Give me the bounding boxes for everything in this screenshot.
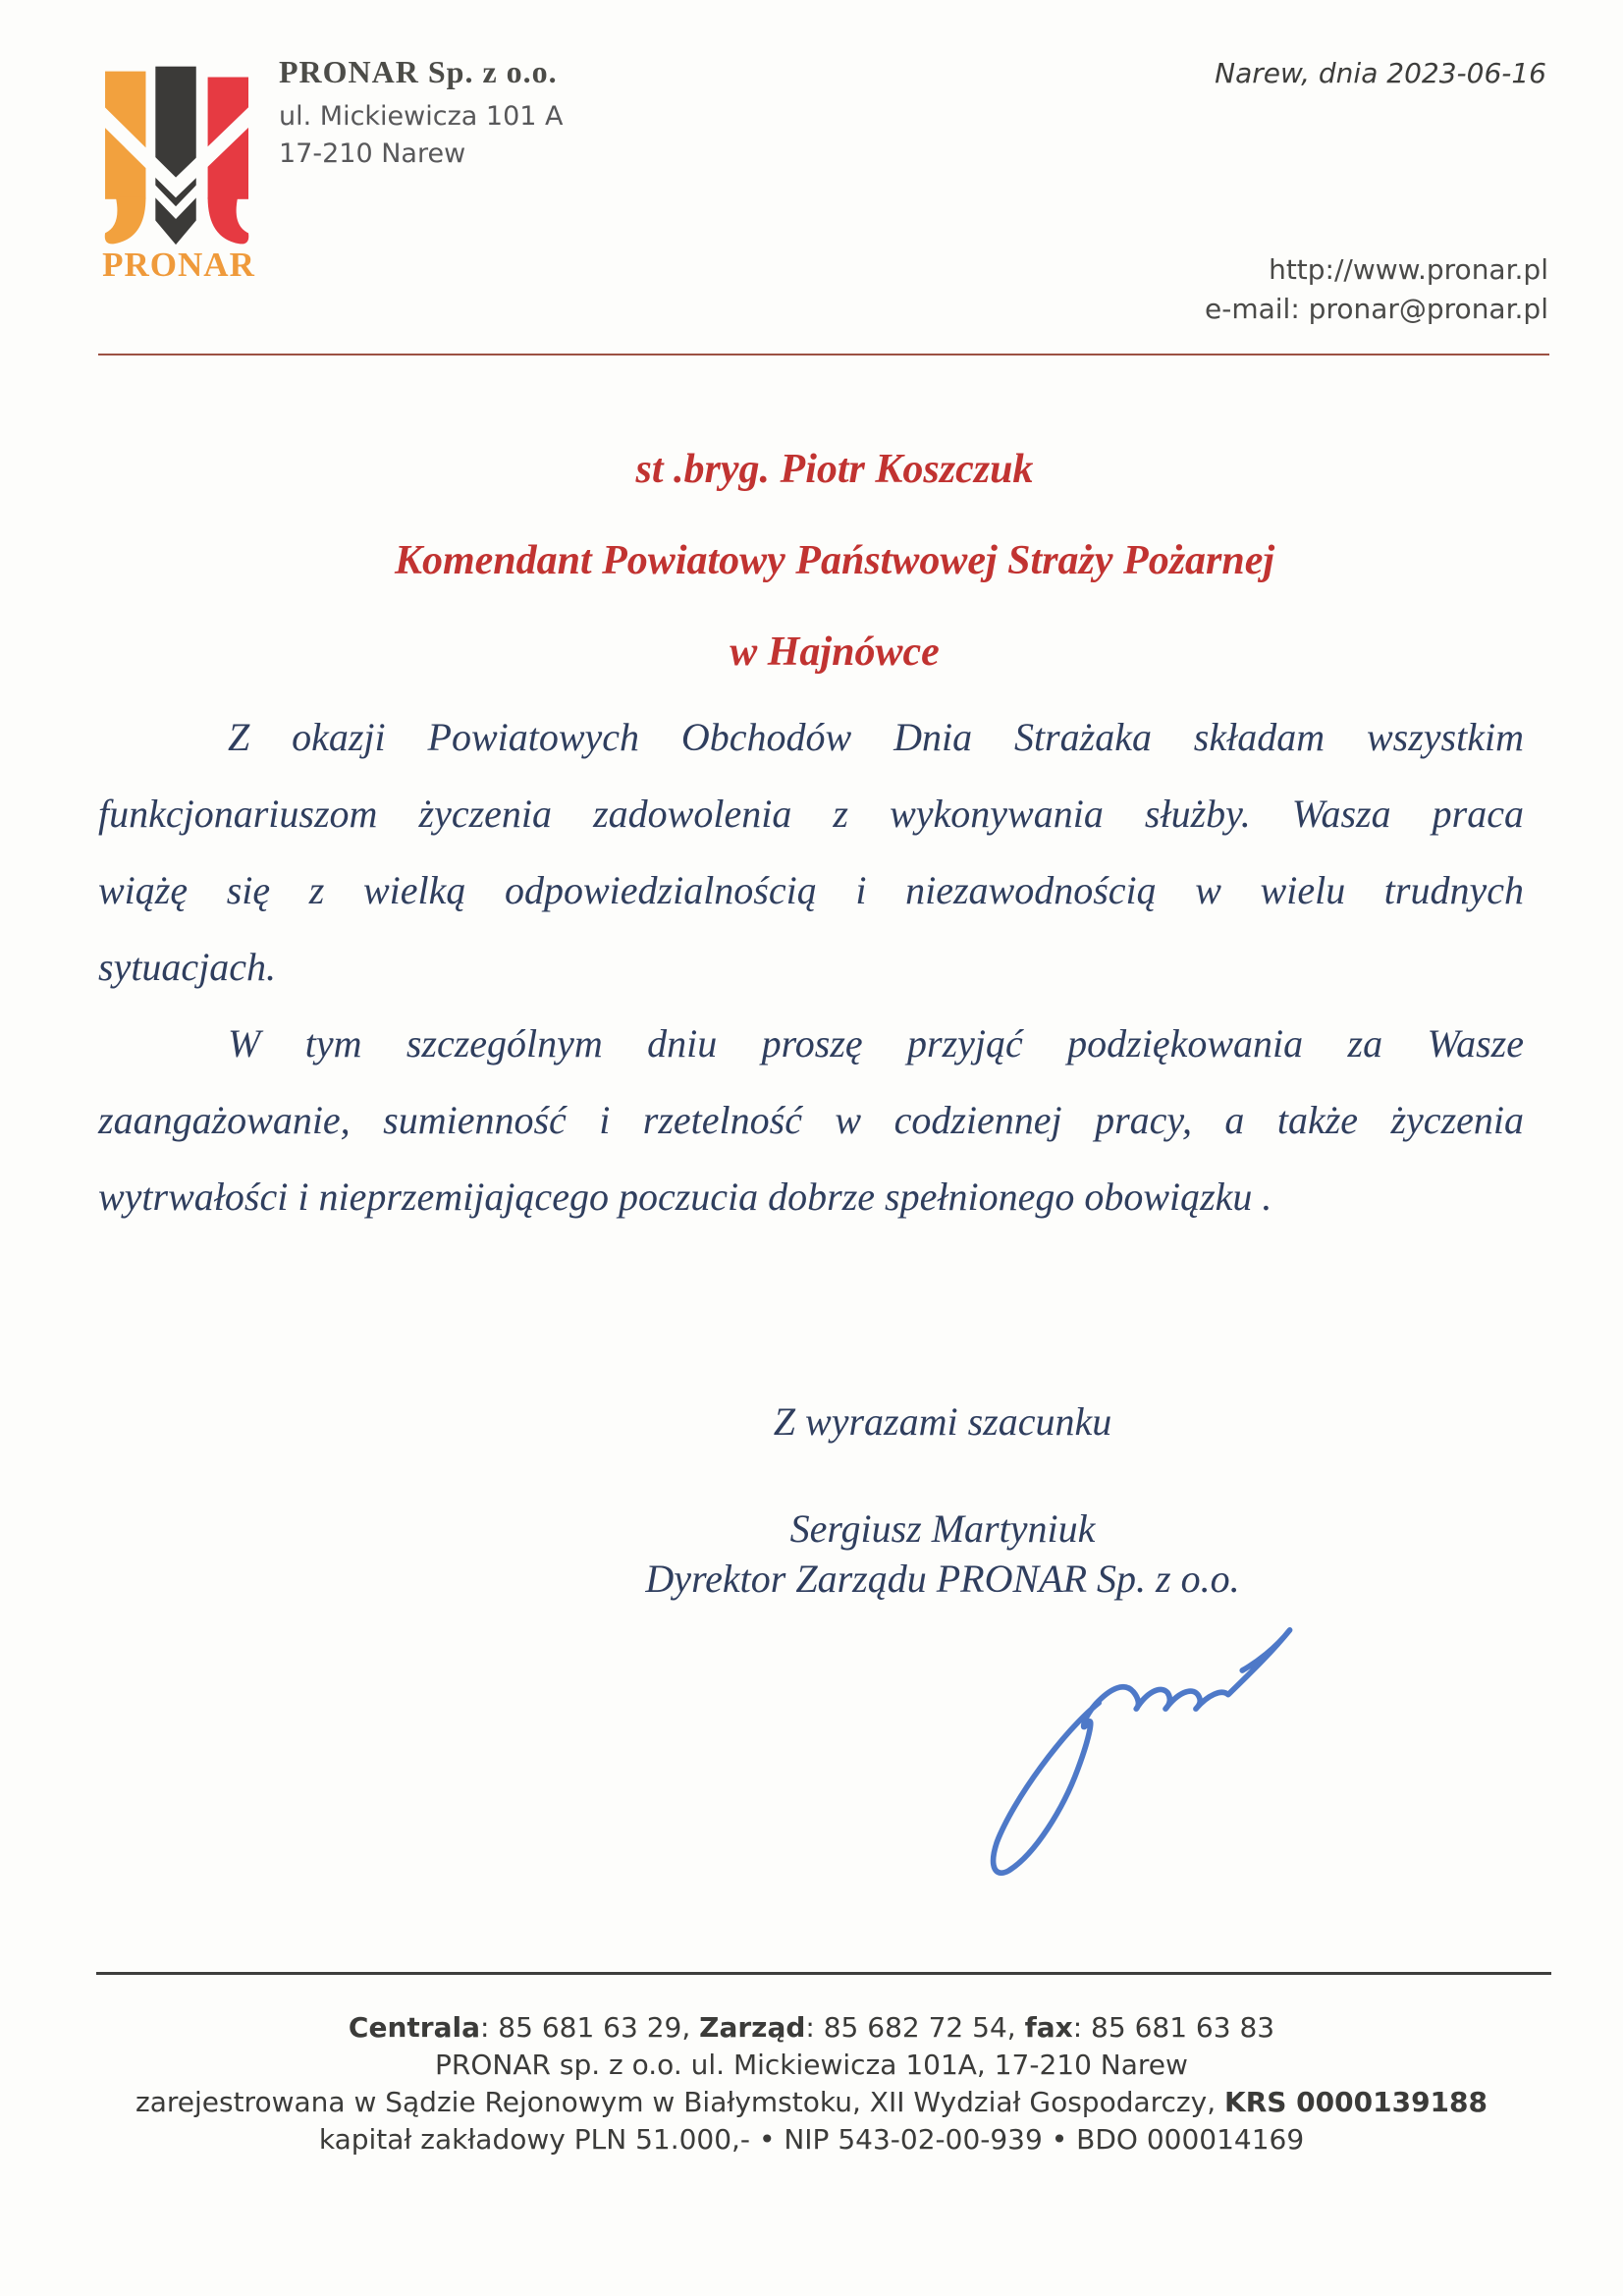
footer-fax-value: : 85 681 63 83 xyxy=(1072,2011,1275,2044)
footer-block xyxy=(0,2009,1623,2159)
footer-centrala-label: Centrala xyxy=(348,2011,480,2044)
footer-fax-label: fax xyxy=(1024,2011,1073,2044)
footer-divider xyxy=(96,1972,1551,1975)
recipient-title: Komendant Powiatowy Państwowej Straży Pożarnej xyxy=(394,538,1275,583)
signer-name: Sergiusz Martyniuk xyxy=(789,1506,1096,1551)
body-line: sytuacjach. xyxy=(98,945,277,989)
footer-address: PRONAR sp. z o.o. ul. Mickiewicza 101A, 17-210 Narew xyxy=(435,2049,1188,2081)
date-line: Narew, dnia 2023-06-16 xyxy=(1215,57,1546,89)
footer-zarzad-label: Zarząd xyxy=(699,2011,806,2044)
company-name: PRONAR Sp. z o.o. xyxy=(279,54,558,89)
footer-phones xyxy=(0,2009,1623,2047)
recipient-location: w Hajnówce xyxy=(730,629,940,675)
website-text: http://www.pronar.pl xyxy=(1269,253,1548,286)
footer-capital: kapitał zakładowy PLN 51.000,- • NIP 543-02-00-939 • BDO 000014169 xyxy=(318,2123,1305,2156)
recipient-name: st .bryg. Piotr Koszczuk xyxy=(635,447,1034,492)
pronar-logo-icon xyxy=(101,44,256,255)
footer-registry xyxy=(0,2084,1623,2121)
letter-body xyxy=(98,699,1524,1235)
sender-block xyxy=(279,54,564,173)
email-text: e-mail: pronar@pronar.pl xyxy=(1205,293,1548,325)
footer-centrala-value: : 85 681 63 29, xyxy=(479,2011,700,2044)
footer-krs: KRS 0000139188 xyxy=(1224,2086,1488,2118)
body-line: zaangażowanie, sumienność i rzetelność w codziennej pracy, a także życzenia xyxy=(98,1098,1524,1142)
closing-block xyxy=(520,1398,1365,1602)
body-line: wiążę się z wielką odpowiedzialnością i niezawodnością w wielu trudnych xyxy=(98,868,1524,912)
body-line: funkcjonariuszom życzenia zadowolenia z wykonywania służby. Wasza praca xyxy=(98,792,1524,836)
logo-wordmark: PRONAR xyxy=(102,246,255,284)
address-street: ul. Mickiewicza 101 A xyxy=(279,101,564,132)
header-divider xyxy=(98,354,1549,355)
contact-block xyxy=(1205,250,1548,329)
body-line: wytrwałości i nieprzemijającego poczucia dobrze spełnionego obowiązku . xyxy=(98,1175,1272,1219)
body-line: Z okazji Powiatowych Obchodów Dnia Strażaka składam wszystkim xyxy=(228,715,1524,759)
signature-icon xyxy=(950,1599,1304,1884)
company-address xyxy=(279,98,564,173)
signer-title: Dyrektor Zarządu PRONAR Sp. z o.o. xyxy=(645,1557,1240,1601)
footer-zarzad-value: : 85 682 72 54, xyxy=(805,2011,1025,2044)
salutation: Z wyrazami szacunku xyxy=(773,1399,1112,1444)
address-city: 17-210 Narew xyxy=(279,138,466,169)
body-line: W tym szczególnym dniu proszę przyjąć podziękowania za Wasze xyxy=(228,1021,1524,1066)
recipient-block xyxy=(59,424,1610,698)
footer-registry-text: zarejestrowana w Sądzie Rejonowym w Białymstoku, XII Wydział Gospodarczy, xyxy=(135,2086,1224,2118)
